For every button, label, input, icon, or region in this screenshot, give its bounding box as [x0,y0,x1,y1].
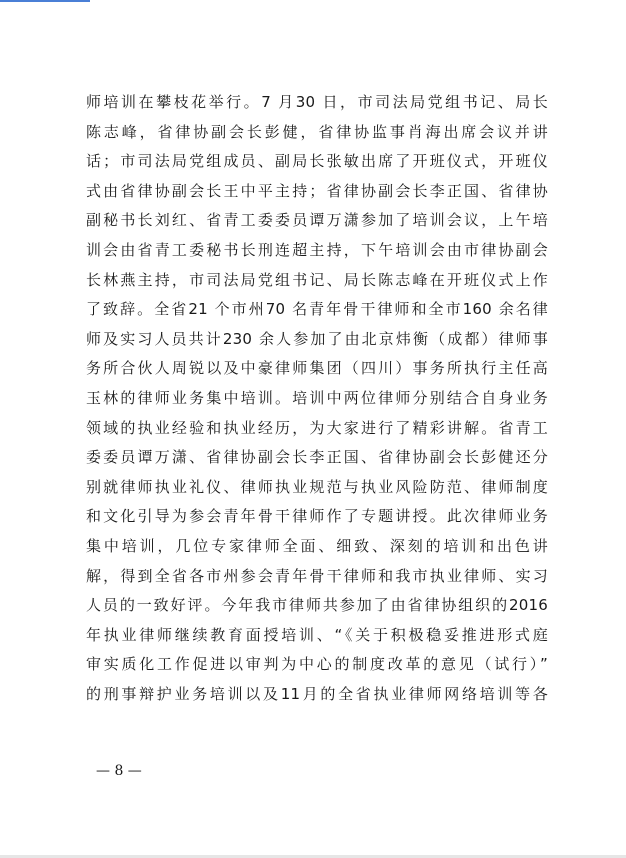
text-line: 集中培训，几位专家律师全面、细致、深刻的培训和出色讲 [86,536,548,555]
text-line: 人员的一致好评。今年我市律师共参加了由省律协组织的2016 [86,596,548,615]
text-line: 领域的执业经验和执业经历，为大家进行了精彩讲解。省青工 [86,418,548,437]
text-line: 别就律师执业礼仪、律师执业规范与执业风险防范、律师制度 [86,477,548,496]
text-line: 和文化引导为参会青年骨干律师作了专题讲授。此次律师业务 [86,507,548,526]
text-line: 副秘书长刘红、省青工委委员谭万潇参加了培训会议，上午培 [86,211,548,230]
text-line: 审实质化工作促进以审判为中心的制度改革的意见（试行）” [86,655,548,674]
top-accent-bar [0,0,90,2]
text-line: 的刑事辩护业务培训以及11月的全省执业律师网络培训等各 [86,684,548,703]
text-line: 训会由省青工委秘书长刑连超主持，下午培训会由市律协副会 [86,240,548,259]
text-line: 长林燕主持，市司法局党组书记、局长陈志峰在开班仪式上作 [86,270,548,289]
text-line: 师培训在攀枝花举行。7 月30 日，市司法局党组书记、局长 [86,93,548,111]
text-line: 玉林的律师业务集中培训。培训中两位律师分别结合自身业务 [86,388,548,407]
body-paragraph [86,88,548,709]
text-line: 话；市司法局党组成员、副局长张敏出席了开班仪式，开班仪 [86,152,548,171]
text-line: 师及实习人员共计230 余人参加了由北京炜衡（成都）律师事 [86,329,548,348]
text-line: 务所合伙人周锐以及中豪律师集团（四川）事务所执行主任高 [86,359,548,378]
text-line: 年执业律师继续教育面授培训、“《关于积极稳妥推进形式庭 [86,625,548,644]
text-line: 陈志峰，省律协副会长彭健，省律协监事肖海出席会议并讲 [86,122,548,141]
text-line: 式由省律协副会长王中平主持；省律协副会长李正国、省律协 [86,181,548,200]
text-line: 解，得到全省各市州参会青年骨干律师和我市执业律师、实习 [86,566,548,585]
text-line: 了致辞。全省21 个市州70 名青年骨干律师和全市160 余名律 [86,300,548,319]
page-number: — 8 — [96,763,142,779]
text-line: 委委员谭万潇、省律协副会长李正国、省律协副会长彭健还分 [86,448,548,467]
